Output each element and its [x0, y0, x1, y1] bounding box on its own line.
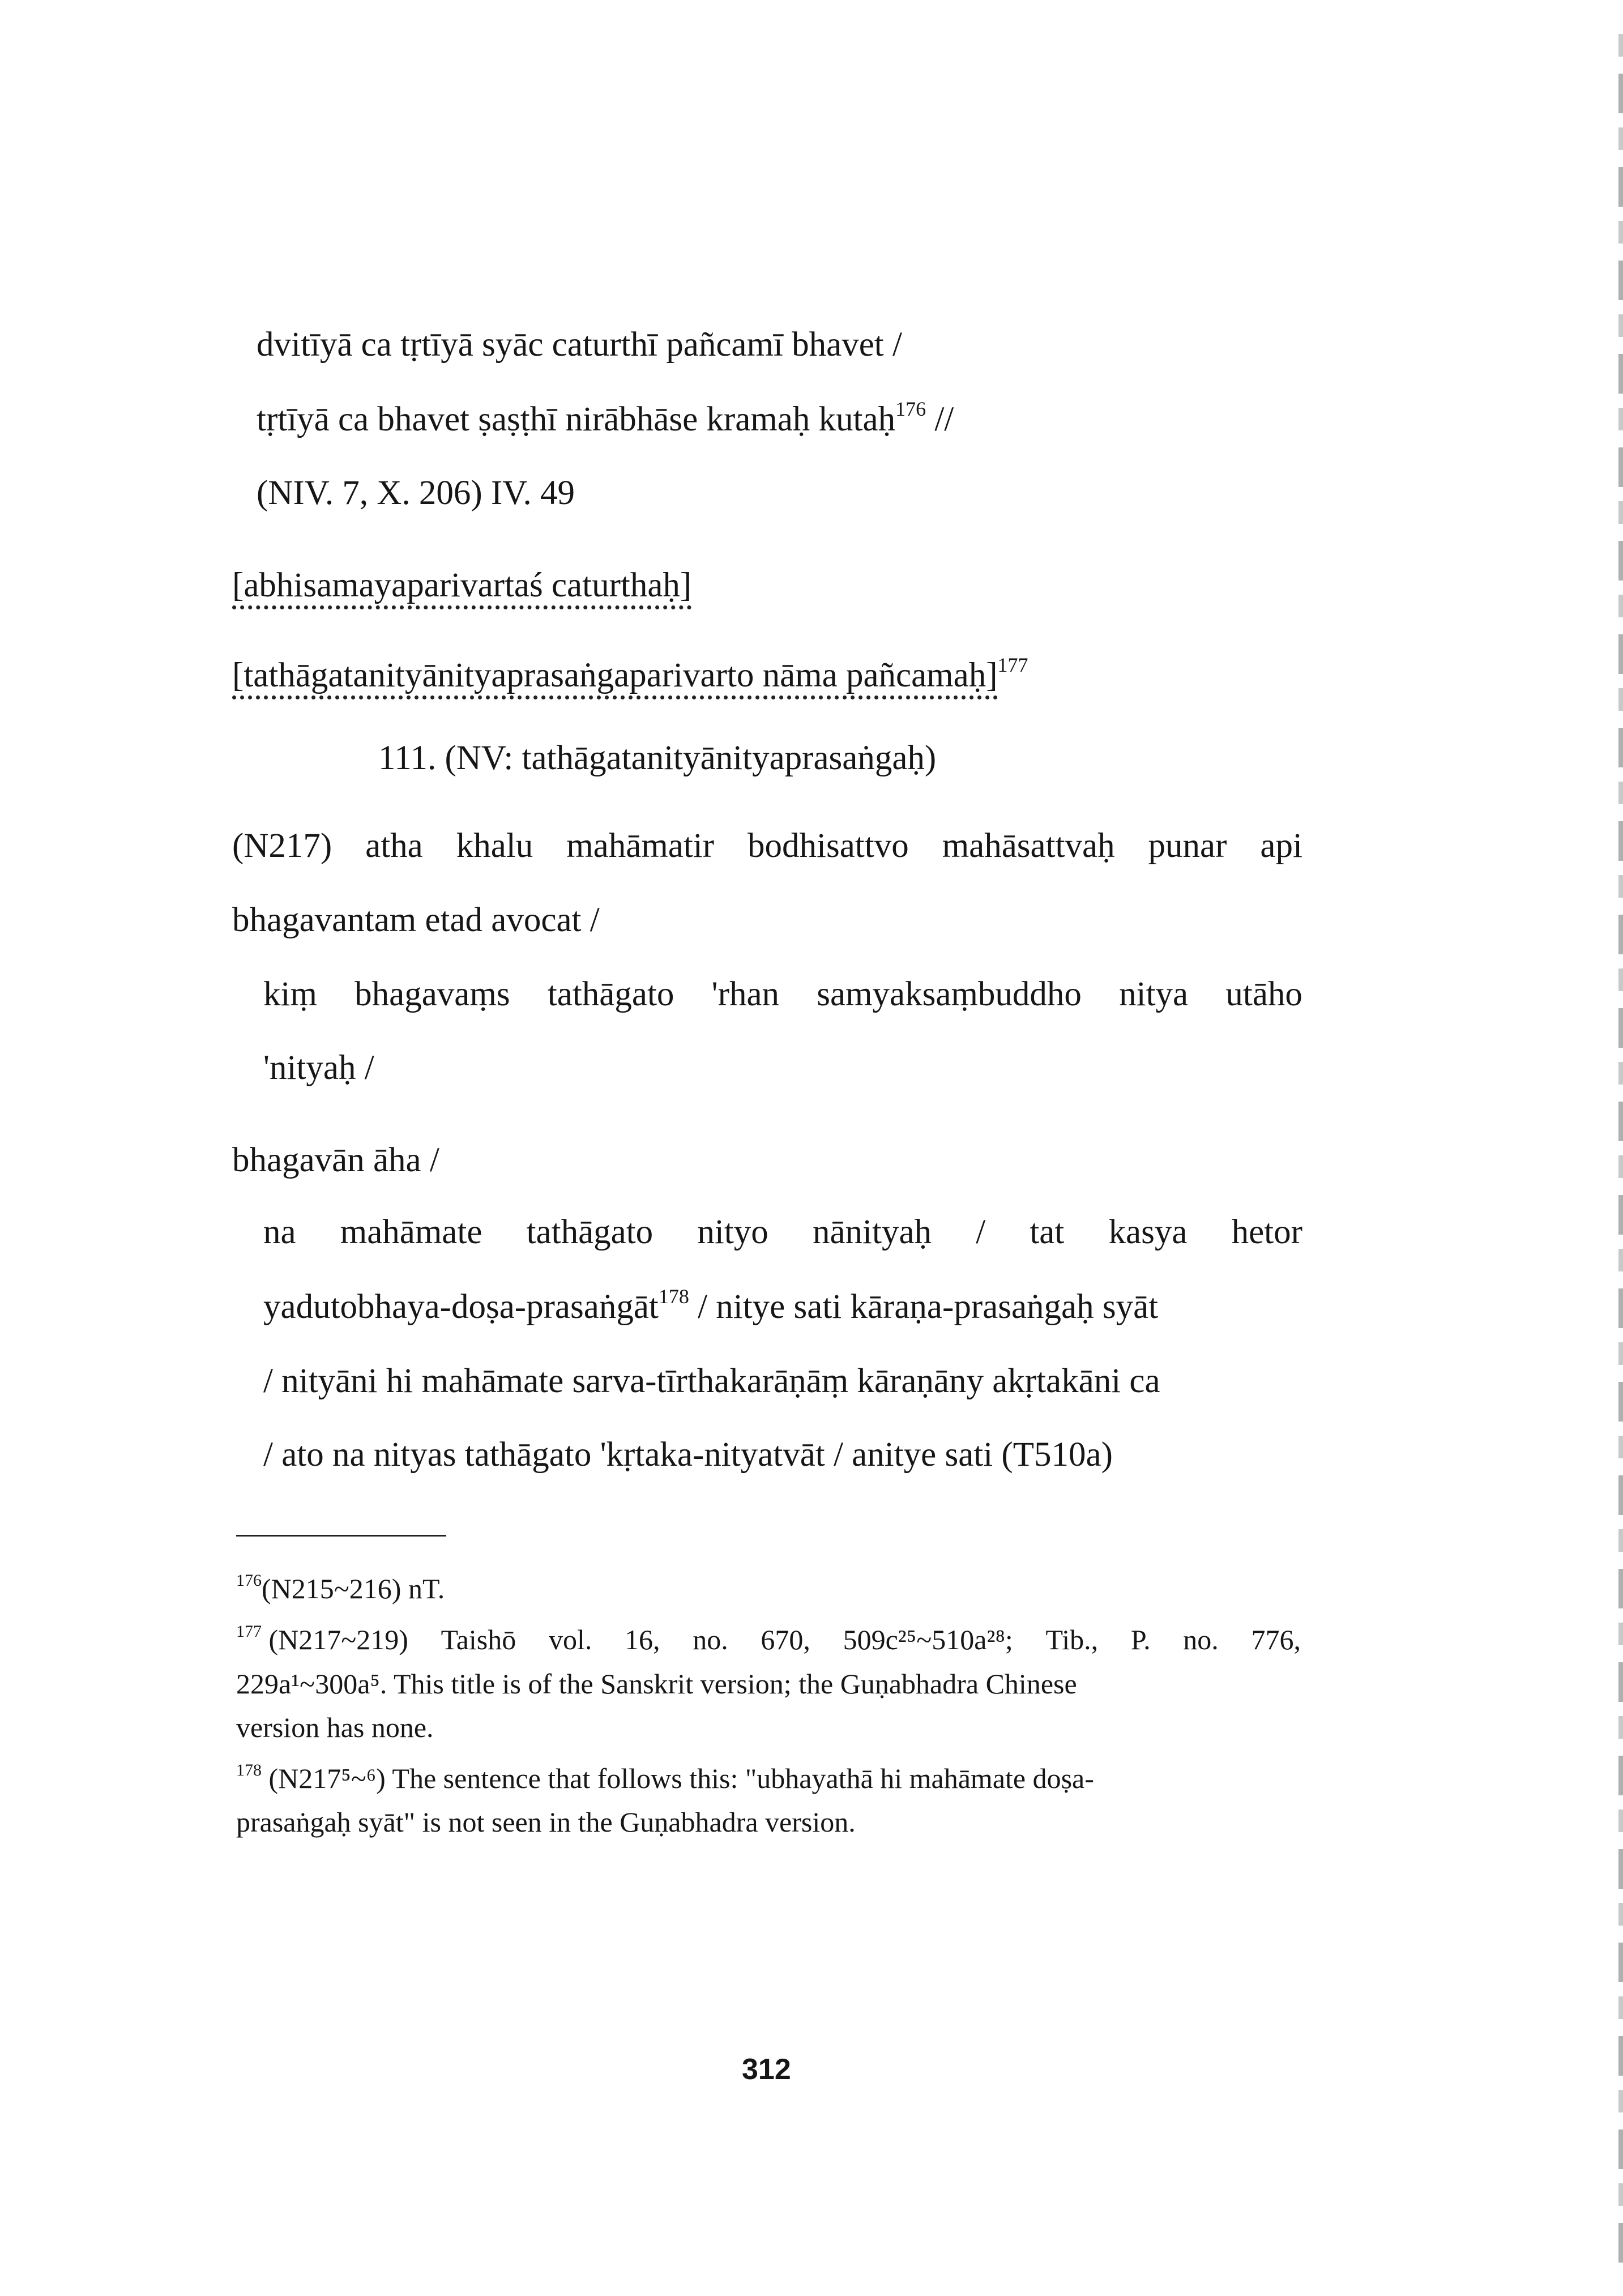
word: tat — [1030, 1213, 1065, 1251]
footnote-176 — [236, 1571, 445, 1604]
scan-edge-shadow — [1618, 34, 1623, 2277]
word: nānityaḥ — [812, 1213, 932, 1251]
word: bhagavaṃs — [355, 975, 510, 1013]
para2-line-2: 'nityaḥ / — [263, 1049, 374, 1087]
word: mahāmatir — [566, 827, 715, 865]
para4-line-2-a: yadutobhaya-doṣa-prasaṅgāt — [263, 1288, 659, 1326]
word: mahāmate — [340, 1213, 482, 1251]
section-heading: 111. (NV: tathāgatanityānityaprasaṅgaḥ) — [378, 739, 937, 777]
word: (N217~219) — [268, 1624, 408, 1655]
para1-line-2: bhagavantam etad avocat / — [232, 901, 600, 939]
verse-line-1: dvitīyā ca tṛtīyā syāc caturthī pañcamī bhavet / — [257, 326, 902, 364]
verse-line-2-text: tṛtīyā ca bhavet ṣaṣṭhī nirābhāse kramaḥ kutaḥ — [257, 400, 896, 438]
footnote-178-line-1 — [236, 1761, 1094, 1794]
verse-line-2-end: // — [926, 400, 954, 438]
word: (N217) — [232, 827, 332, 865]
footnote-178-mark: 178 — [236, 1761, 262, 1779]
para4-line-3: / nityāni hi mahāmate sarva-tīrthakarāṇāṃ kāraṇāny akṛtakāni ca — [263, 1362, 1160, 1400]
word: 670, — [761, 1624, 810, 1655]
word: 776, — [1251, 1624, 1301, 1655]
colophon-chapter-4-text: [abhisamayaparivartaś caturthaḥ] — [232, 566, 691, 609]
footnote-ref-176[interactable]: 176 — [895, 398, 926, 420]
word: Taishō — [441, 1624, 516, 1655]
verse-line-2 — [257, 398, 954, 438]
footnote-177-mark-wrap — [236, 1622, 408, 1655]
word: 16, — [625, 1624, 660, 1655]
footnote-176-mark: 176 — [236, 1571, 262, 1590]
word: nityo — [697, 1213, 768, 1251]
word: 'rhan — [711, 975, 780, 1013]
word: api — [1260, 827, 1302, 865]
colophon-chapter-5 — [232, 654, 1028, 694]
para4-line-2 — [263, 1285, 1159, 1326]
footnote-ref-177[interactable]: 177 — [997, 654, 1028, 676]
footnote-177-line-2: 229a¹~300a⁵. This title is of the Sanskrit version; the Guṇabhadra Chinese — [236, 1668, 1077, 1700]
footnote-178-text: (N217⁵~⁶) The sentence that follows this: "ubhayathā hi mahāmate doṣa- — [268, 1762, 1094, 1794]
footnote-separator — [236, 1535, 446, 1537]
colophon-chapter-5-text: [tathāgatanityānityaprasaṅgaparivarto nāma pañcamaḥ] — [232, 656, 998, 699]
word: utāho — [1225, 975, 1302, 1013]
word: atha — [365, 827, 423, 865]
para4-line-2-b: / nitye sati kāraṇa-prasaṅgaḥ syāt — [689, 1288, 1159, 1326]
word: no. — [693, 1624, 728, 1655]
para4-line-4: / ato na nityas tathāgato 'kṛtaka-nityatvāt / anitye sati (T510a) — [263, 1436, 1113, 1474]
word: Tib., — [1045, 1624, 1099, 1655]
word: bodhisattvo — [748, 827, 909, 865]
para3-line-1: bhagavān āha / — [232, 1141, 439, 1179]
word: mahāsattvaḥ — [942, 827, 1115, 865]
para1-line-1 — [232, 829, 1302, 863]
word: na — [263, 1213, 296, 1251]
footnote-177-line-1 — [236, 1622, 1301, 1655]
word: hetor — [1231, 1213, 1302, 1251]
word: samyaksaṃbuddho — [817, 975, 1082, 1013]
footnote-177-line-3: version has none. — [236, 1712, 434, 1743]
word: nitya — [1119, 975, 1189, 1013]
verse-reference: (NIV. 7, X. 206) IV. 49 — [257, 474, 575, 512]
para4-line-1 — [263, 1215, 1302, 1249]
word: vol. — [548, 1624, 592, 1655]
footnote-176-text: (N215~216) nT. — [262, 1573, 445, 1604]
footnote-177-mark: 177 — [236, 1622, 262, 1641]
word: kiṃ — [263, 975, 317, 1013]
word: P. — [1130, 1624, 1151, 1655]
word: khalu — [456, 827, 533, 865]
page-number: 312 — [742, 2053, 791, 2086]
word: tathāgato — [547, 975, 674, 1013]
word: 509c²⁵~510a²⁸; — [843, 1624, 1013, 1655]
word: punar — [1148, 827, 1227, 865]
colophon-chapter-4 — [232, 568, 691, 603]
footnote-178-line-2: prasaṅgaḥ syāt" is not seen in the Guṇabhadra version. — [236, 1806, 856, 1838]
word: no. — [1183, 1624, 1219, 1655]
word: / — [976, 1213, 986, 1251]
word: kasya — [1108, 1213, 1188, 1251]
footnote-ref-178[interactable]: 178 — [658, 1285, 689, 1308]
para2-line-1 — [263, 977, 1302, 1012]
word: tathāgato — [526, 1213, 654, 1251]
